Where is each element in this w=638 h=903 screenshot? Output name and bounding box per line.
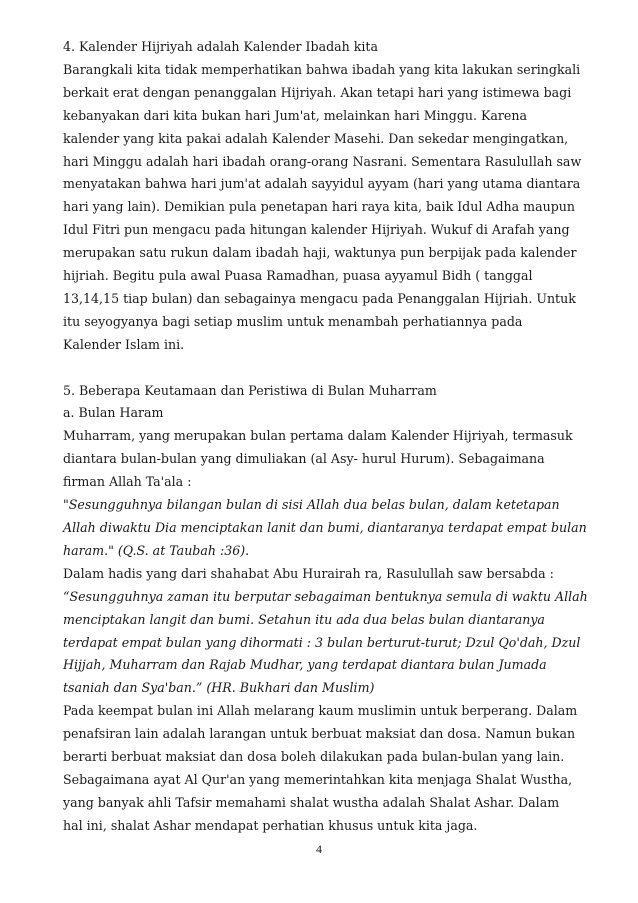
section-5-heading: 5. Beberapa Keutamaan dan Peristiwa di Bulan Muharram: [63, 382, 437, 398]
quote-line: menciptakan langit dan bumi. Setahun itu ada dua belas bulan diantaranya: [63, 611, 545, 627]
paragraph-line: kebanyakan dari kita bukan hari Jum'at, melainkan hari Minggu. Karena: [63, 107, 528, 123]
hadith-quote: [63, 586, 588, 701]
paragraph-line: Idul Fitri pun mengacu pada hitungan kalender Hijriyah. Wukuf di Arafah yang: [63, 222, 570, 238]
paragraph-line: hijriah. Begitu pula awal Puasa Ramadhan, puasa ayyamul Bidh ( tanggal: [63, 268, 533, 284]
quote-line: Hijjah, Muharram dan Rajab Mudhar, yang terdapat diantara bulan Jumada: [63, 657, 547, 673]
hadith-intro: Dalam hadis yang dari shahabat Abu Hurairah ra, Rasulullah saw bersabda :: [63, 565, 554, 581]
quote-line: Allah diwaktu Dia menciptakan lanit dan bumi, diantaranya terdapat empat bulan: [63, 520, 587, 536]
paragraph-line: Pada keempat bulan ini Allah melarang kaum muslimin untuk berperang. Dalam: [63, 703, 578, 719]
paragraph-line: itu seyogyanya bagi setiap muslim untuk menambah perhatiannya pada: [63, 313, 523, 329]
page-number: 4: [316, 842, 322, 856]
section-4-paragraph: [63, 59, 583, 357]
paragraph-line: Muharram, yang merupakan bulan pertama dalam Kalender Hijriyah, termasuk: [63, 428, 573, 444]
paragraph-line: firman Allah Ta'ala :: [63, 474, 192, 490]
paragraph-line: penafsiran lain adalah larangan untuk berbuat maksiat dan dosa. Namun bukan: [63, 726, 576, 742]
paragraph-line: Sebagaimana ayat Al Qur'an yang memerintahkan kita menjaga Shalat Wustha,: [63, 771, 573, 787]
paragraph-line: berkait erat dengan penanggalan Hijriyah. Akan tetapi hari yang istimewa bagi: [63, 84, 572, 100]
paragraph-line: yang banyak ahli Tafsir memahami shalat wustha adalah Shalat Ashar. Dalam: [63, 794, 560, 810]
paragraph-line: menyatakan bahwa hari jum'at adalah sayyidul ayyam (hari yang utama diantara: [63, 176, 581, 192]
quote-line: terdapat empat bulan yang dihormati : 3 bulan berturut-turut; Dzul Qo'dah, Dzul: [63, 634, 581, 650]
section-4-heading: 4. Kalender Hijriyah adalah Kalender Ibadah kita: [63, 39, 378, 54]
paragraph-line: Barangkali kita tidak memperhatikan bahwa ibadah yang kita lakukan seringkali: [63, 61, 581, 77]
quote-line: haram." (Q.S. at Taubah :36).: [63, 542, 250, 558]
paragraph-line: berarti berbuat maksiat dan dosa boleh dilakukan pada bulan-bulan yang lain.: [63, 749, 565, 765]
page-body: [63, 36, 588, 838]
quote-line: “Sesungguhnya zaman itu berputar sebagaiman bentuknya semula di waktu Allah: [63, 588, 588, 604]
paragraph-line: Kalender Islam ini.: [63, 336, 185, 352]
closing-paragraph: [63, 700, 583, 837]
paragraph-line: hari Minggu adalah hari ibadah orang-orang Nasrani. Sementara Rasulullah saw: [63, 153, 582, 169]
paragraph-line: diantara bulan-bulan yang dimuliakan (al Asy- hurul Hurum). Sebagaimana: [63, 451, 545, 467]
blank-line: [63, 357, 583, 380]
quote-line: tsaniah dan Sya'ban.” (HR. Bukhari dan Muslim): [63, 680, 375, 696]
quote-line: "Sesungguhnya bilangan bulan di sisi Allah dua belas bulan, dalam ketetapan: [63, 497, 560, 513]
paragraph-line: kalender yang kita pakai adalah Kalender Masehi. Dan sekedar mengingatkan,: [63, 130, 569, 146]
quran-quote: [63, 494, 587, 563]
muharram-intro-paragraph: [63, 425, 583, 494]
paragraph-line: hal ini, shalat Ashar mendapat perhatian khusus untuk kita jaga.: [63, 817, 478, 833]
paragraph-line: hari yang lain). Demikian pula penetapan hari raya kita, baik Idul Adha maupun: [63, 199, 576, 215]
paragraph-line: merupakan satu rukun dalam ibadah haji, waktunya pun berpijak pada kalender: [63, 245, 577, 261]
subsection-a-heading: a. Bulan Haram: [63, 405, 164, 421]
paragraph-line: 13,14,15 tiap bulan) dan sebagainya mengacu pada Penanggalan Hijriah. Untuk: [63, 290, 576, 306]
